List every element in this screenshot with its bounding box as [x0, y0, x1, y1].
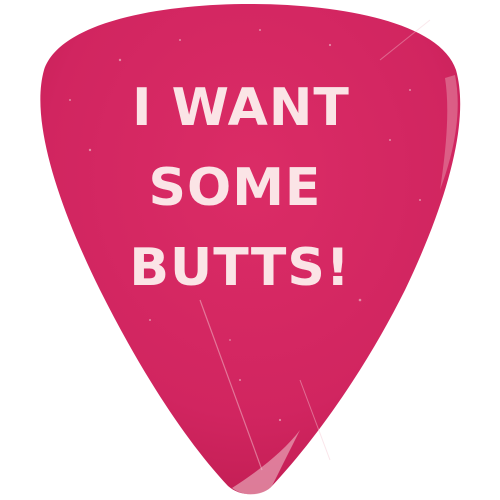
- caption-line-1: I WANT: [132, 78, 350, 138]
- caption-line-3: BUTTS!: [129, 238, 351, 298]
- pick-caption: [0, 68, 470, 308]
- caption-line-2: SOME: [148, 158, 322, 218]
